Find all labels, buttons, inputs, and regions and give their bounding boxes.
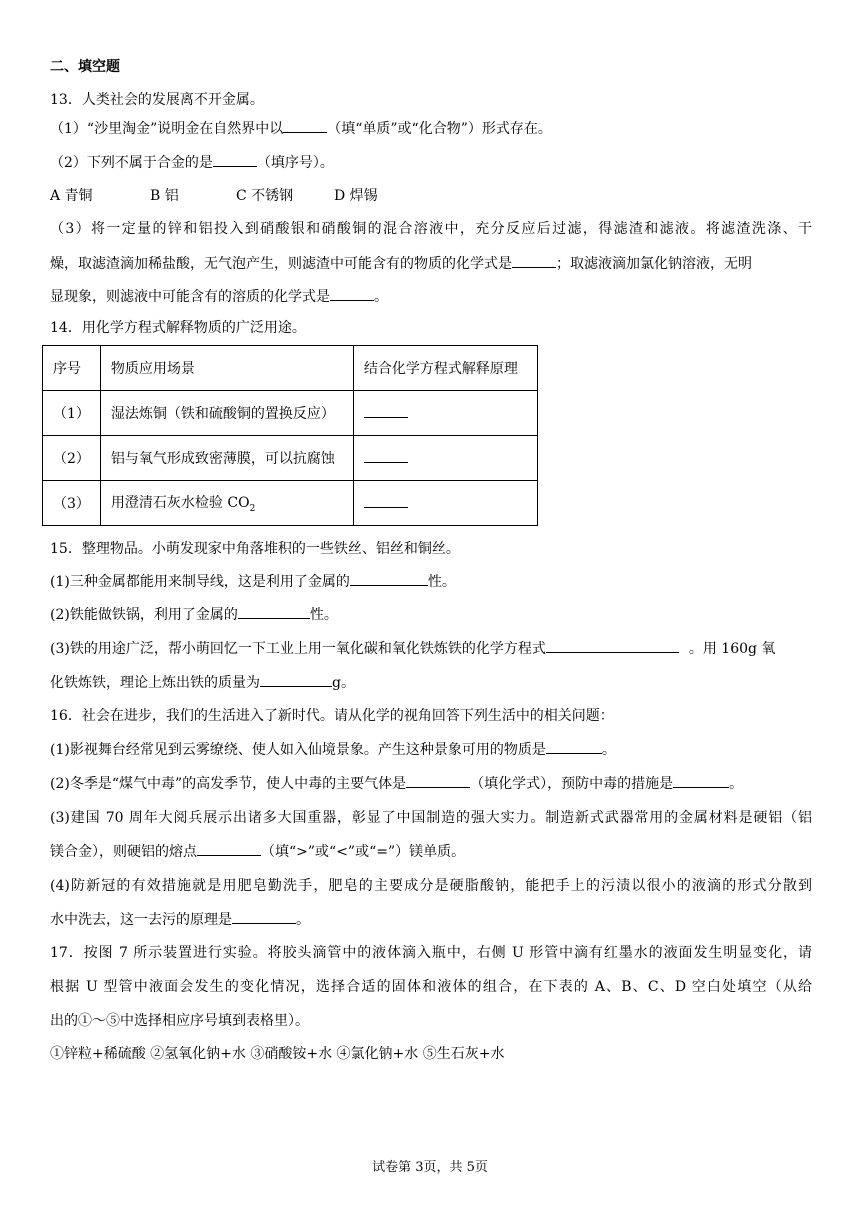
q13-part3-line3 <box>50 287 388 307</box>
q17-choices: ①锌粒+稀硫酸 ②氢氧化钠+水 ③硝酸铵+水 ④氯化钠+水 ⑤生石灰+水 <box>50 1046 505 1062</box>
q16-part3-line1: (3)建国 70 周年大阅兵展示出诸多大国重器，彰显了中国制造的强大实力。制造新式武器常用的金属材料是硬铝（铝 <box>50 810 812 826</box>
q13-part3-line2 <box>50 254 752 274</box>
answer-blank[interactable] <box>232 910 296 924</box>
subscript-2: 2 <box>249 503 256 514</box>
answer-blank[interactable] <box>283 119 327 133</box>
answer-blank[interactable] <box>364 404 408 418</box>
q16-stem: 16．社会在进步，我们的生活进入了新时代。请从化学的视角回答下列生活中的相关问题： <box>50 708 614 724</box>
q17-line2: 根据 U 型管中液面会发生的变化情况，选择合适的固体和液体的组合，在下表的 A、B、C、D 空白处填空（从给 <box>50 979 812 995</box>
row-scene: 湿法炼铜（铁和硫酸铜的置换反应） <box>100 391 353 436</box>
header-cell-principle: 结合化学方程式解释原理 <box>353 346 537 391</box>
table-row <box>43 391 538 436</box>
q16-part2-text-after: 。 <box>729 776 744 792</box>
answer-blank[interactable] <box>260 673 332 687</box>
option-b: B 铝 <box>150 188 179 204</box>
option-a: A 青铜 <box>50 188 93 204</box>
q16-part1 <box>50 740 616 760</box>
q16-part1-text-after: 。 <box>601 742 616 758</box>
answer-blank[interactable] <box>406 774 470 788</box>
row-no: （3） <box>43 481 101 526</box>
q13-part1-text-after: （填“单质”或“化合物”）形式存在。 <box>327 121 552 137</box>
q17-line1: 17．按图 7 所示装置进行实验。将胶头滴管中的液体滴入瓶中，右侧 U 形管中滴有红墨水的液面发生明显变化，请 <box>50 945 812 961</box>
row-scene <box>100 481 353 526</box>
q16-part2-text-mid: （填化学式），预防中毒的措施是 <box>470 776 674 792</box>
option-c: C 不锈钢 <box>236 188 294 204</box>
answer-blank[interactable] <box>364 449 408 463</box>
answer-blank[interactable] <box>197 842 261 856</box>
header-cell-no: 序号 <box>43 346 101 391</box>
q13-part1 <box>50 119 552 139</box>
q16-part2 <box>50 774 743 794</box>
q15-part3-line2 <box>50 673 355 693</box>
q16-part1-text-before: (1)影视舞台经常见到云雾缭绕、使人如入仙境景象。产生这种景象可用的物质是 <box>50 742 546 758</box>
q15-part1 <box>50 572 456 592</box>
q16-part3-line2 <box>50 842 465 862</box>
section-title: 二、填空题 <box>50 59 120 75</box>
q14-stem: 14．用化学方程式解释物质的广泛用途。 <box>50 320 306 336</box>
q15-part2-text-before: (2)铁能做铁锅，利用了金属的 <box>50 607 238 623</box>
q13-part3-text-after: ；取滤液滴加氯化钠溶液，无明 <box>556 256 752 272</box>
row-answer <box>353 391 537 436</box>
answer-blank[interactable] <box>330 287 374 301</box>
q15-part3b-text-after: g。 <box>332 675 355 691</box>
q16-part3-text-before: 镁合金），则硬铝的熔点 <box>50 844 197 860</box>
answer-blank[interactable] <box>213 153 257 167</box>
q14-table <box>42 345 538 526</box>
answer-blank[interactable] <box>350 572 428 586</box>
q16-part4-line2 <box>50 910 310 930</box>
table-row <box>43 436 538 481</box>
q16-part4-text-after: 。 <box>296 912 310 928</box>
answer-blank[interactable] <box>546 639 679 653</box>
row-no: （2） <box>43 436 101 481</box>
q15-part1-text-after: 性。 <box>427 574 456 590</box>
table-row <box>43 481 538 526</box>
answer-blank[interactable] <box>546 740 602 754</box>
q13-part2 <box>50 153 334 173</box>
q15-part3 <box>50 639 775 659</box>
answer-blank[interactable] <box>512 254 556 268</box>
row-answer <box>353 481 537 526</box>
option-d: D 焊锡 <box>334 188 378 204</box>
q13-part3b-text-after: 。 <box>374 289 388 305</box>
answer-blank[interactable] <box>364 494 408 508</box>
q15-part3-text-after: 。用 160g 氧 <box>688 641 776 657</box>
q15-part1-text-before: (1)三种金属都能用来制导线，这是利用了金属的 <box>50 574 350 590</box>
row-scene: 铝与氧气形成致密薄膜，可以抗腐蚀 <box>100 436 353 481</box>
q15-part3-text-before: (3)铁的用途广泛，帮小萌回忆一下工业上用一氧化碳和氧化铁炼铁的化学方程式 <box>50 641 546 657</box>
q15-part3b-text-before: 化铁炼铁，理论上炼出铁的质量为 <box>50 675 260 691</box>
q13-part2-text-after: （填序号）。 <box>256 155 334 171</box>
q13-part1-text-before: （1）“沙里淘金”说明金在自然界中以 <box>50 121 284 137</box>
q17-line3: 出的①～⑤中选择相应序号填到表格里）。 <box>50 1013 309 1029</box>
header-cell-scene: 物质应用场景 <box>100 346 353 391</box>
q15-part2 <box>50 605 338 625</box>
q15-stem: 15．整理物品。小萌发现家中角落堆积的一些铁丝、铝丝和铜丝。 <box>50 541 460 557</box>
q13-stem: 13．人类社会的发展离不开金属。 <box>50 92 264 108</box>
answer-blank[interactable] <box>673 774 729 788</box>
q13-part3-text-before: 燥，取滤渣滴加稀盐酸，无气泡产生，则滤渣中可能含有的物质的化学式是 <box>50 256 512 272</box>
row-answer <box>353 436 537 481</box>
q13-part3-line1: （3）将一定量的锌和铝投入到硝酸银和硝酸铜的混合溶液中，充分反应后过滤，得滤渣和滤液。将滤渣洗涤、干 <box>50 221 812 237</box>
q13-part3b-text-before: 显现象，则滤液中可能含有的溶质的化学式是 <box>50 289 330 305</box>
q13-options <box>50 186 378 206</box>
answer-blank[interactable] <box>238 605 310 619</box>
q16-part4-text-before: 水中洗去，这一去污的原理是 <box>50 912 232 928</box>
row-no: （1） <box>43 391 101 436</box>
q15-part2-text-after: 性。 <box>309 607 338 623</box>
table-header-row <box>43 346 538 391</box>
page-footer: 试卷第 3页，共 5页 <box>372 1160 488 1175</box>
q16-part4-line1: (4)防新冠的有效措施就是用肥皂勤洗手，肥皂的主要成分是硬脂酸钠，能把手上的污渍以很小的液滴的形式分散到 <box>50 878 812 894</box>
q13-part2-text-before: （2）下列不属于合金的是 <box>50 155 213 171</box>
q16-part3-text-after: （填“>”或“<”或“=”）镁单质。 <box>261 844 466 860</box>
row-scene-text: 用澄清石灰水检验 CO <box>110 495 250 512</box>
q16-part2-text-before: (2)冬季是“煤气中毒”的高发季节，使人中毒的主要气体是 <box>50 776 407 792</box>
